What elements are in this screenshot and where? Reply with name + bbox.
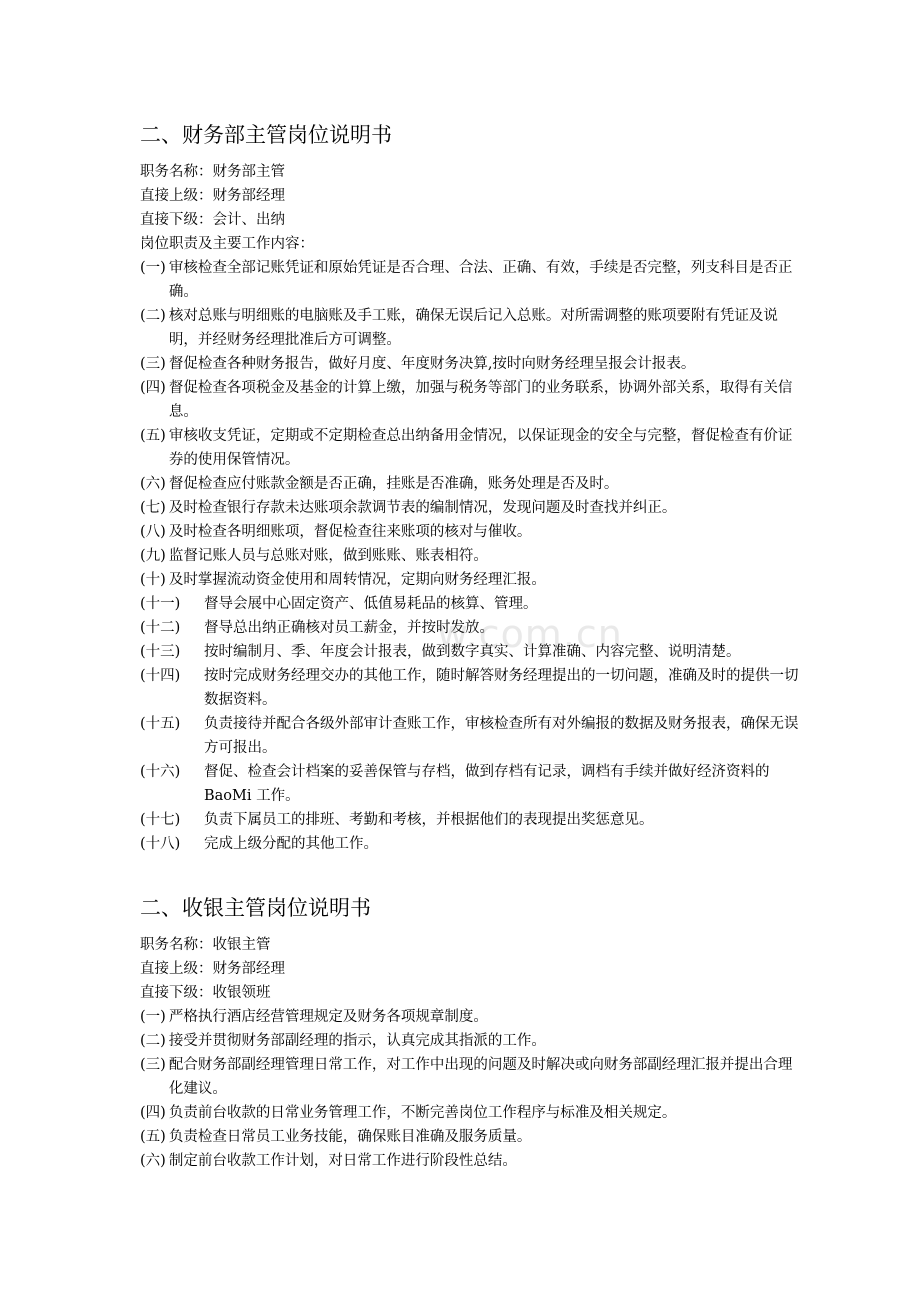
list-item [140,256,800,304]
item-text: 及时检查各明细账项，督促检查往来账项的核对与催收。 [168,524,532,540]
list-item [140,640,800,664]
item-text: 按时编制月、季、年度会计报表，做到数字真实、计算准确、内容完整、说明清楚。 [204,644,741,660]
list-item [140,712,800,760]
item-number: (十八) [140,836,181,852]
item-number: (十六) [140,764,181,780]
duties-list [140,256,800,856]
item-text: 核对总账与明细账的电脑账及手工账，确保无误后记入总账。对所需调整的账项要附有凭证及说明，并经财务经理批准后方可调整。 [168,308,778,348]
list-item [140,1101,800,1125]
superior-line: 直接上级：财务部经理 [140,961,285,977]
section-title: 二、收银主管岗位说明书 [140,896,371,920]
item-text: 制定前台收款工作计划，对日常工作进行阶段性总结。 [168,1153,517,1169]
item-text: 配合财务部副经理管理日常工作，对工作中出现的问题及时解决或向财务部副经理汇报并提出合理化建议。 [168,1057,793,1097]
item-number: (六) [140,1153,166,1169]
superior-line: 直接上级：财务部经理 [140,188,285,204]
list-item [140,352,800,376]
item-number: (十二) [140,620,181,636]
list-item [140,664,800,712]
item-number: (五) [140,428,166,444]
subordinate-line: 直接下级：收银领班 [140,985,271,1001]
item-text: 负责下属员工的排班、考勤和考核，并根据他们的表现提出奖惩意见。 [204,812,654,828]
item-text: 督促检查应付账款金额是否正确，挂账是否准确，账务处理是否及时。 [168,476,619,492]
list-item [140,424,800,472]
list-item [140,304,800,352]
section-finance-supervisor [140,120,800,856]
list-item [140,1053,800,1101]
item-number: (一) [140,1009,166,1025]
list-item [140,472,800,496]
list-item [140,760,800,808]
item-text: 及时掌握流动资金使用和周转情况，定期向财务经理汇报。 [168,572,546,588]
item-number: (七) [140,500,166,516]
item-text: 审核检查全部记账凭证和原始凭证是否合理、合法、正确、有效，手续是否完整，列支科目是否正确。 [168,260,793,300]
item-text: 按时完成财务经理交办的其他工作，随时解答财务经理提出的一切问题，准确及时的提供一切数据资料。 [204,668,799,708]
item-number: (三) [140,356,166,372]
list-item [140,616,800,640]
item-number: (九) [140,548,166,564]
list-item [140,1005,800,1029]
watermark: w.com.cn [437,612,623,656]
duties-list [140,1005,800,1173]
list-item [140,496,800,520]
item-text: 督导总出纳正确核对员工薪金，并按时发放。 [204,620,494,636]
item-text: 负责前台收款的日常业务管理工作，不断完善岗位工作程序与标准及相关规定。 [168,1105,677,1121]
item-text: 督导会展中心固定资产、低值易耗品的核算、管理。 [204,596,538,612]
subordinate-line: 直接下级：会计、出纳 [140,212,285,228]
item-number: (十五) [140,716,181,732]
duties-heading: 岗位职责及主要工作内容： [140,236,314,252]
item-number: (八) [140,524,166,540]
list-item [140,544,800,568]
item-number: (三) [140,1057,166,1073]
item-number: (四) [140,1105,166,1121]
list-item [140,1029,800,1053]
item-number: (十) [140,572,166,588]
item-number: (四) [140,380,166,396]
item-number: (十七) [140,812,181,828]
list-item [140,1125,800,1149]
item-text: 审核收支凭证，定期或不定期检查总出纳备用金情况，以保证现金的安全与完整，督促检查有价证券的使用保管情况。 [168,428,793,468]
item-number: (二) [140,308,166,324]
item-number: (十四) [140,668,181,684]
list-item [140,568,800,592]
section-cashier-supervisor [140,893,800,1173]
section-title: 二、财务部主管岗位说明书 [140,123,392,147]
list-item [140,520,800,544]
item-number: (十一) [140,596,181,612]
list-item [140,592,800,616]
item-text: 负责接待并配合各级外部审计查账工作，审核检查所有对外编报的数据及财务报表，确保无误方可报出。 [204,716,799,756]
list-item [140,832,800,856]
item-number: (十三) [140,644,181,660]
item-text: 监督记账人员与总账对账，做到账账、账表相符。 [168,548,488,564]
list-item [140,376,800,424]
item-text: 督促检查各种财务报告，做好月度、年度财务决算,按时向财务经理呈报会计报表。 [168,356,696,372]
job-title-line: 职务名称：收银主管 [140,937,271,953]
item-number: (六) [140,476,166,492]
item-text: 完成上级分配的其他工作。 [204,836,378,852]
item-text: 督促检查各项税金及基金的计算上缴，加强与税务等部门的业务联系，协调外部关系，取得有关信息。 [168,380,793,420]
item-text: 督促、检查会计档案的妥善保管与存档，做到存档有记录，调档有手续并做好经济资料的 BaoMi 工作。 [204,764,770,804]
item-text: 负责检查日常员工业务技能，确保账目准确及服务质量。 [168,1129,532,1145]
job-title-line: 职务名称：财务部主管 [140,164,285,180]
list-item [140,808,800,832]
item-number: (五) [140,1129,166,1145]
item-number: (二) [140,1033,166,1049]
item-text: 及时检查银行存款未达账项余款调节表的编制情况，发现问题及时查找并纠正。 [168,500,677,516]
item-text: 严格执行酒店经营管理规定及财务各项规章制度。 [168,1009,488,1025]
item-number: (一) [140,260,166,276]
item-text: 接受并贯彻财务部副经理的指示，认真完成其指派的工作。 [168,1033,546,1049]
list-item [140,1149,800,1173]
